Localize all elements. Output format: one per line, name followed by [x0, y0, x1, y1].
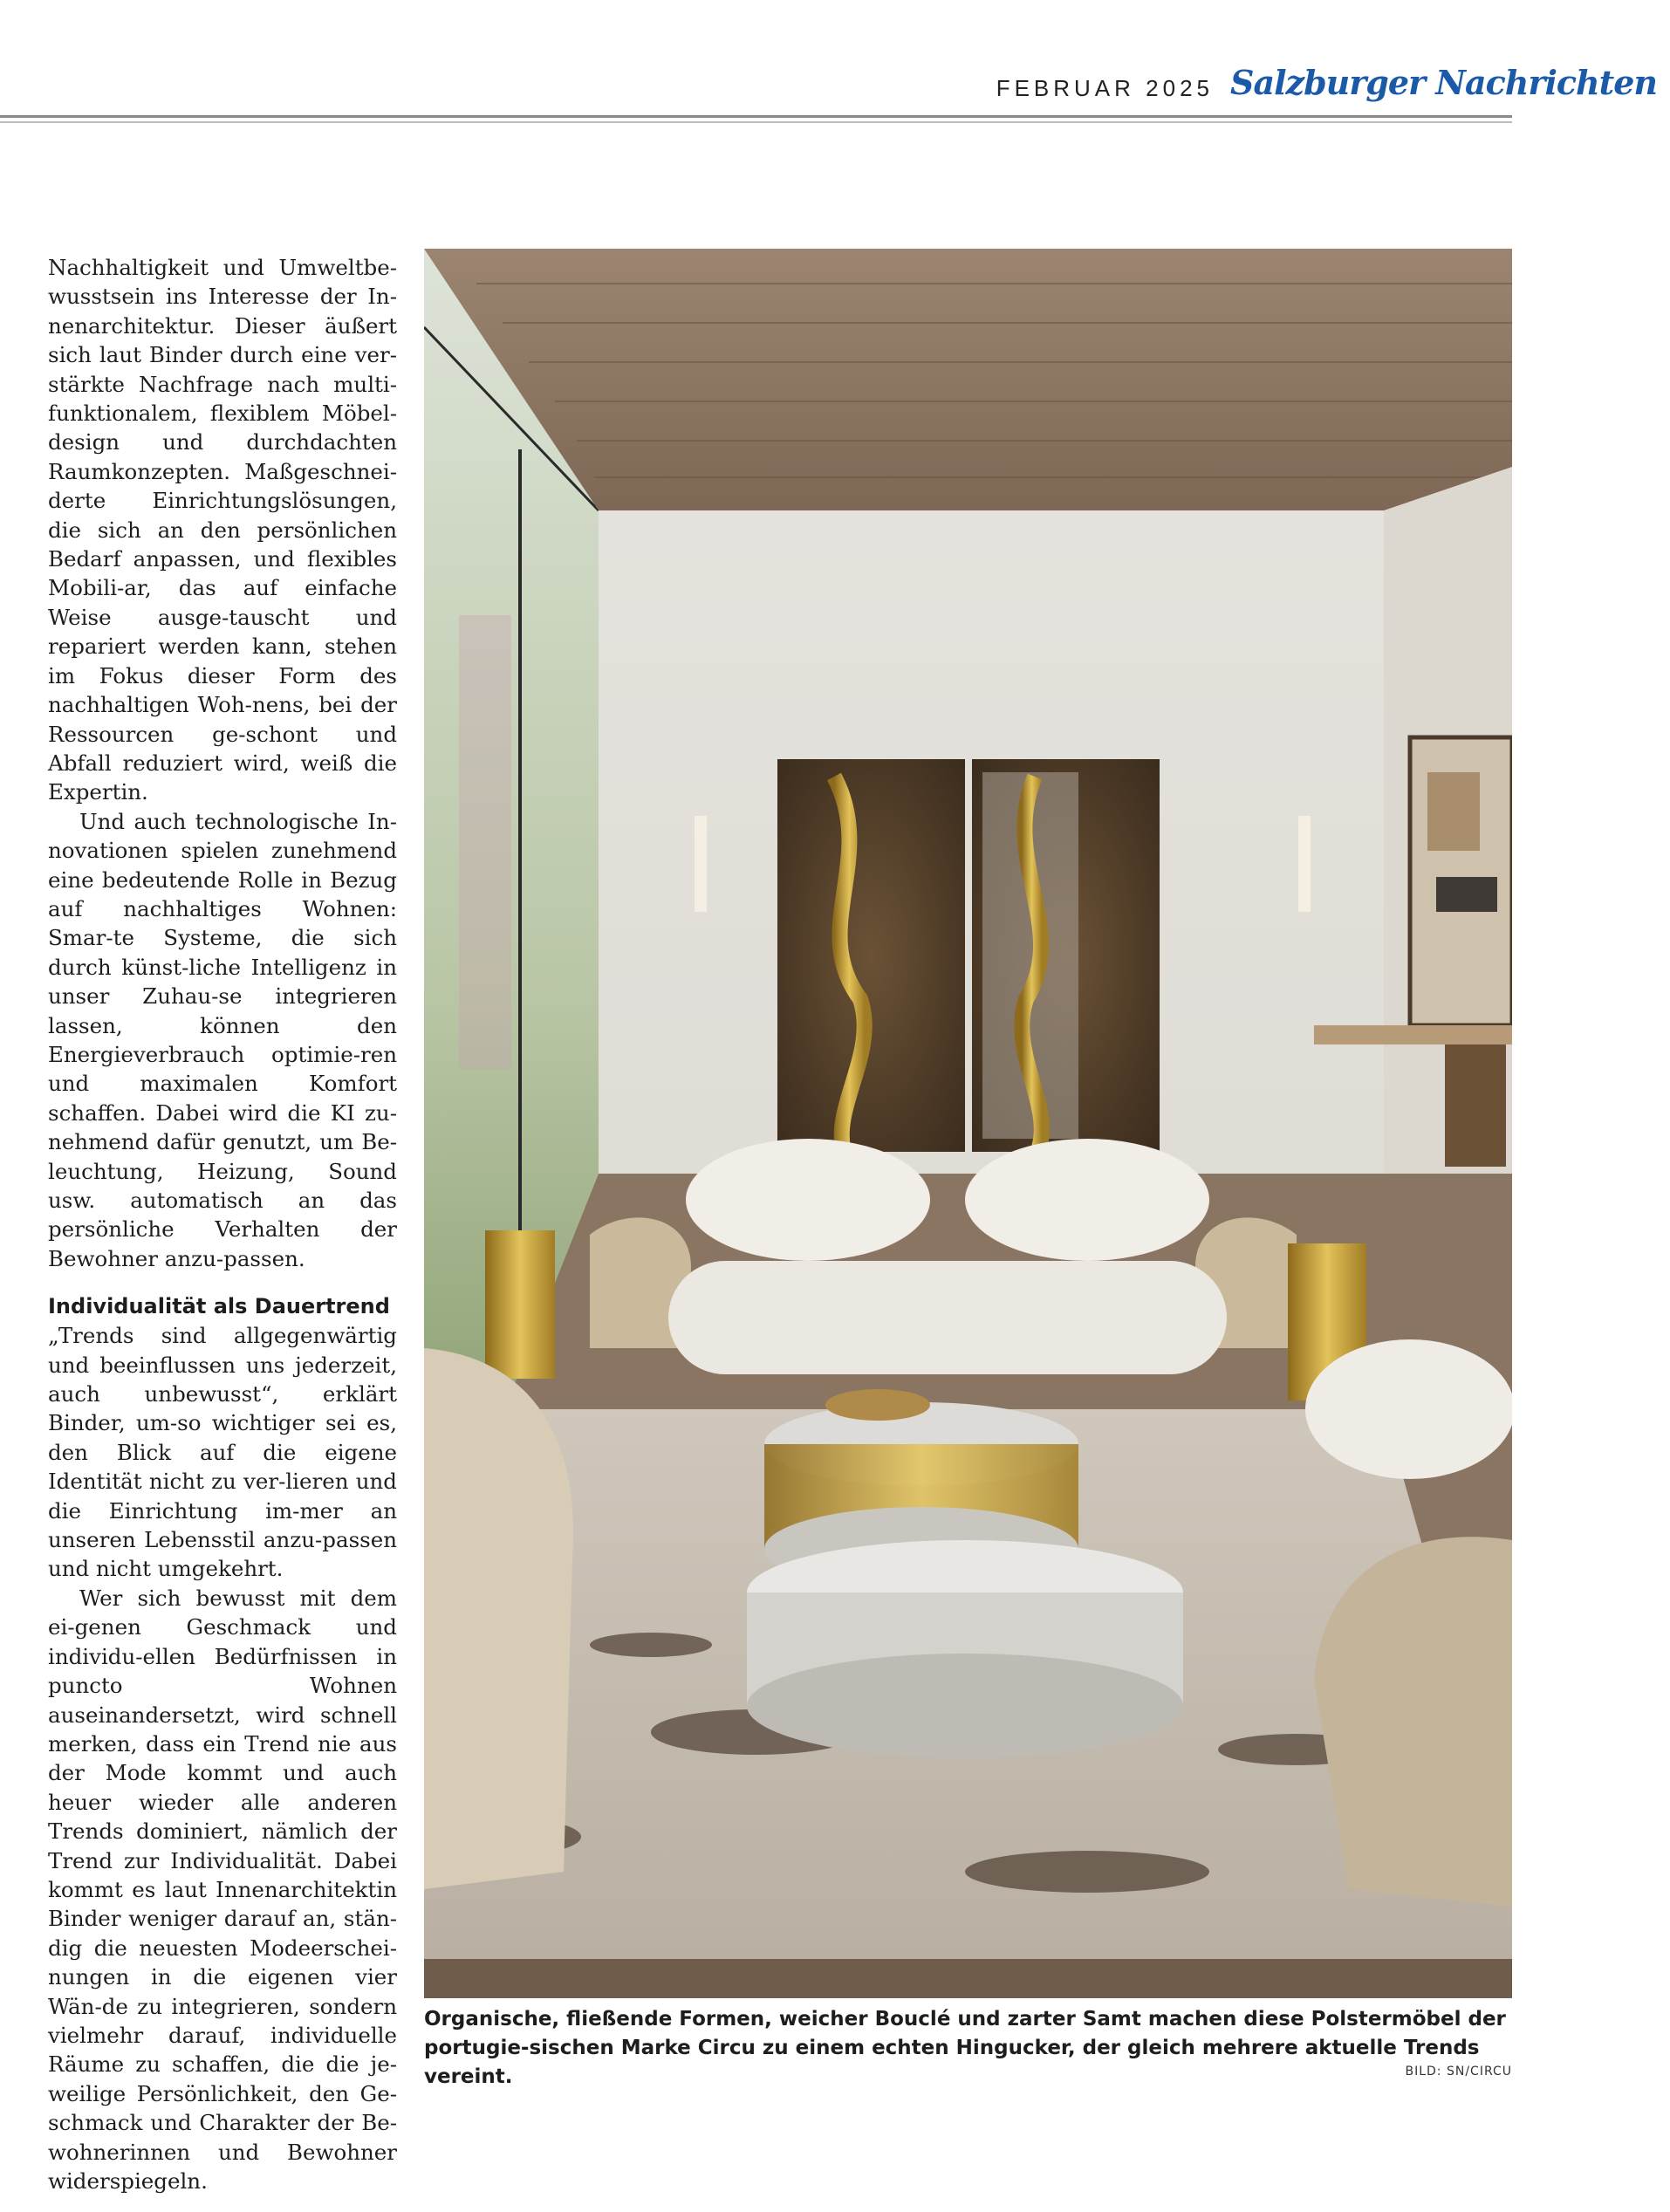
living-room-illustration — [424, 249, 1512, 1998]
newspaper-logo: Salzburger Nachrichten — [1230, 63, 1657, 102]
page-header — [0, 0, 1670, 140]
article-paragraph: Nachhaltigkeit und Umweltbe-wusstsein ins Interesse der In-nenarchitektur. Dieser äußert sich laut Binder durch eine ver-stärkte Nachfrage nach multi-funktionalem, flexiblem Möbel-design und durchdachten Raumkonzepten. Maßgeschnei-derte Einrichtungslösungen, die sich an den persönlichen Bedarf anpassen, und flexibles Mobili-ar, das auf einfache Weise ausge-tauscht und repariert werden kann, stehen im Fokus dieser Form des nachhaltigen Woh-nens, bei der Ressourcen ge-schont und Abfall reduziert wird, weiß die Expertin. — [48, 255, 397, 805]
article-paragraph: „Trends sind allgegenwärtig und beeinflussen uns jederzeit, auch unbewusst“, erklärt Binder, um-so wichtiger sei es, den Blick auf die eigene Identität nicht zu ver-lieren und die Einrichtung im-mer an unseren Lebensstil anzu-passen und nicht umgekehrt. — [48, 1323, 397, 1582]
issue-date: FEBRUAR 2025 — [996, 75, 1214, 101]
article-column — [48, 253, 397, 2195]
interior-photo — [424, 249, 1512, 1998]
article-paragraph: Und auch technologische In-novationen spielen zunehmend eine bedeutende Rolle in Bezug auf nachhaltiges Wohnen: Smar-te Systeme, die sich durch künst-liche Intelligenz in unser Zuhau-se integrieren lassen, können den Energieverbrauch optimie-ren und maximalen Komfort schaffen. Dabei wird die KI zu-nehmend dafür genutzt, um Be-leuchtung, Heizung, Sound usw. automatisch an das persönliche Verhalten der Bewohner anzu-passen. — [48, 808, 397, 1271]
header-rule — [0, 115, 1512, 118]
article-paragraph: Wer sich bewusst mit dem ei-genen Geschmack und individu-ellen Bedürfnissen in puncto Wohnen auseinandersetzt, wird schnell merken, dass ein Trend nie aus der Mode kommt und auch heuer wieder alle anderen Trends dominiert, nämlich der Trend zur Individualität. Dabei kommt es laut Innenarchitektin Binder weniger darauf an, stän-dig die neuesten Modeerschei-nungen in die eigenen vier Wän-de zu integrieren, sondern vielmehr darauf, individuelle Räume zu schaffen, die die je-weilige Persönlichkeit, den Ge-schmack und Charakter der Be-wohnerinnen und Bewohner widerspiegeln. — [48, 1585, 397, 2194]
photo-credit: BILD: SN/CIRCU — [1405, 2065, 1512, 2078]
article-subheading: Individualität als Dauertrend — [48, 1294, 390, 1319]
caption-text: Organische, fließende Formen, weicher Bouclé und zarter Samt machen diese Polstermöbel der portugie-sischen Marke Circu zu einem echten Hingucker, der gleich mehrere aktuelle Trends vereint. — [424, 2008, 1506, 2088]
photo-caption — [424, 2005, 1512, 2092]
header-rule-thin — [0, 121, 1512, 123]
